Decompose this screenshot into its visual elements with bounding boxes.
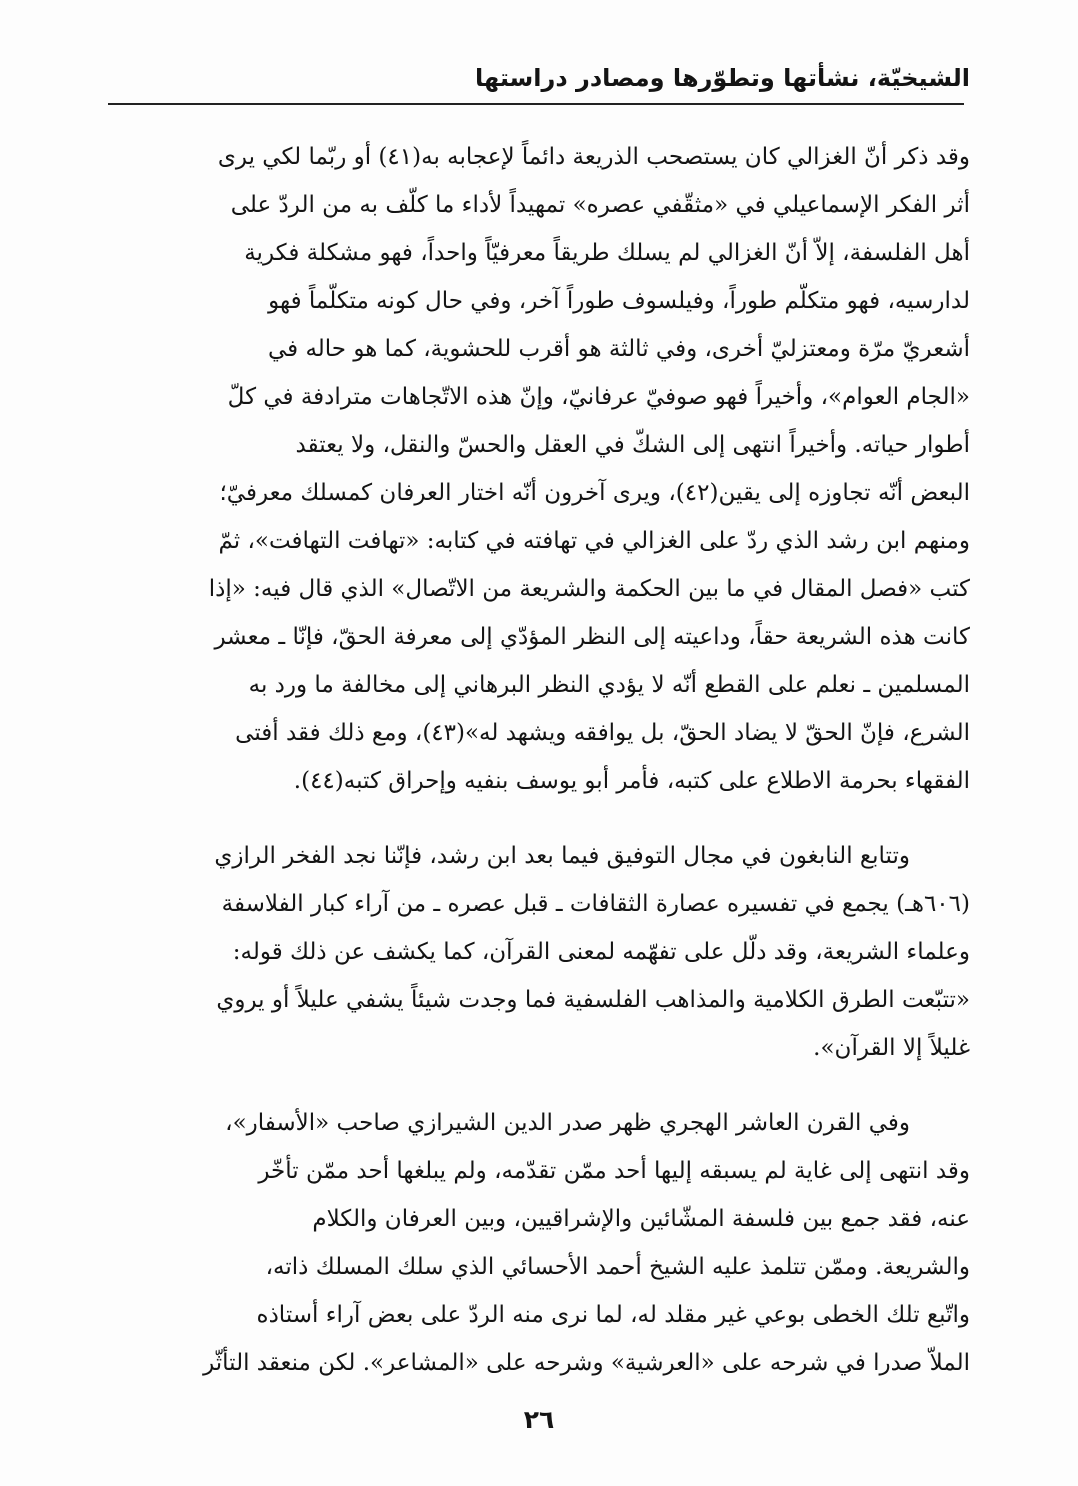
text-line: أشعريّ مرّة ومعتزليّ أخرى، وفي ثالثة هو أقرب للحشوية، كما هو حاله في: [267, 336, 970, 362]
paragraph-spacer: [112, 805, 970, 832]
text-line: الملاّ صدرا في شرحه على «العرشية» وشرحه على «المشاعر». لكن منعقد التأثّر: [203, 1350, 970, 1376]
text-line: وعلماء الشريعة، وقد دلّل على تفهّمه لمعنى القرآن، كما يكشف عن ذلك قوله:: [232, 939, 970, 965]
text-line: لدارسيه، فهو متكلّم طوراً، وفيلسوف طوراً آخر، وفي حال كونه متكلّماً فهو: [268, 288, 970, 314]
text-line: كانت هذه الشريعة حقاً، وداعيته إلى النظر المؤدّي إلى معرفة الحقّ، فإنّا ـ معشر: [214, 624, 970, 650]
text-line: الفقهاء بحرمة الاطلاع على كتبه، فأمر أبو يوسف بنفيه وإحراق كتبه(٤٤).: [293, 768, 970, 794]
text-line: وقد انتهى إلى غاية لم يسبقه إليها أحد ممّن تقدّمه، ولم يبلغها أحد ممّن تأخّر: [258, 1158, 970, 1184]
text-line: «تتبّعت الطرق الكلامية والمذاهب الفلسفية فما وجدت شيئاً يشفي عليلاً أو يروي: [216, 987, 970, 1013]
text-line: أثر الفكر الإسماعيلي في «مثقّفي عصره» تمهيداً لأداء ما كلّف به من الردّ على: [230, 192, 970, 218]
paragraph-3: [112, 1099, 970, 1387]
text-line: أطوار حياته. وأخيراً انتهى إلى الشكّ في العقل والحسّ والنقل، ولا يعتقد: [295, 432, 970, 458]
page-number: ٢٦: [523, 1405, 555, 1434]
running-head-title: الشيخيّة، نشأتها وتطوّرها ومصادر دراستها: [475, 64, 970, 92]
paragraph-spacer: [112, 1072, 970, 1099]
text-line: كتب «فصل المقال في ما بين الحكمة والشريعة من الاتّصال» الذي قال فيه: «إذا: [208, 576, 970, 602]
body-text: [112, 133, 970, 1387]
text-line: وقد ذكر أنّ الغزالي كان يستصحب الذريعة دائماً لإعجابه به(٤١) أو ربّما لكي يرى: [217, 144, 970, 170]
text-line: «الجام العوام»، وأخيراً فهو صوفيّ عرفانيّ، وإنّ هذه الاتّجاهات مترادفة في كلّ: [227, 384, 970, 410]
text-line: واتّبع تلك الخطى بوعي غير مقلد له، لما نرى منه الردّ على بعض آراء أستاذه: [256, 1302, 970, 1328]
text-line: والشريعة. وممّن تتلمذ عليه الشيخ أحمد الأحسائي الذي سلك المسلك ذاته،: [265, 1254, 970, 1280]
text-line: البعض أنّه تجاوزه إلى يقين(٤٢)، ويرى آخرون أنّه اختار العرفان كمسلك معرفيّ؛: [219, 480, 970, 506]
text-line: غليلاً إلا القرآن».: [813, 1035, 970, 1061]
paragraph-1: [112, 133, 970, 805]
header-rule: [108, 103, 964, 105]
paragraph-2: [112, 832, 970, 1072]
text-line: وفي القرن العاشر الهجري ظهر صدر الدين الشيرازي صاحب «الأسفار»،: [225, 1110, 910, 1136]
text-line: عنه، فقد جمع بين فلسفة المشّائين والإشراقيين، وبين العرفان والكلام: [312, 1206, 970, 1232]
text-line: ومنهم ابن رشد الذي ردّ على الغزالي في تهافته في كتابه: «تهافت التهافت»، ثمّ: [218, 528, 970, 554]
text-line: وتتابع النابغون في مجال التوفيق فيما بعد ابن رشد، فإنّنا نجد الفخر الرازي: [214, 843, 910, 869]
running-head: [110, 58, 970, 98]
text-line: (٦٠٦هـ) يجمع في تفسيره عصارة الثقافات ـ قبل عصره ـ من آراء كبار الفلاسفة: [221, 891, 970, 917]
text-line: الشرع، فإنّ الحقّ لا يضاد الحقّ، بل يوافقه ويشهد له»(٤٣)، ومع ذلك فقد أفتى: [235, 720, 970, 746]
text-line: أهل الفلسفة، إلاّ أنّ الغزالي لم يسلك طريقاً معرفيّاً واحداً، فهو مشكلة فكرية: [244, 240, 970, 266]
text-line: المسلمين ـ نعلم على القطع أنّه لا يؤدي النظر البرهاني إلى مخالفة ما ورد به: [248, 672, 970, 698]
